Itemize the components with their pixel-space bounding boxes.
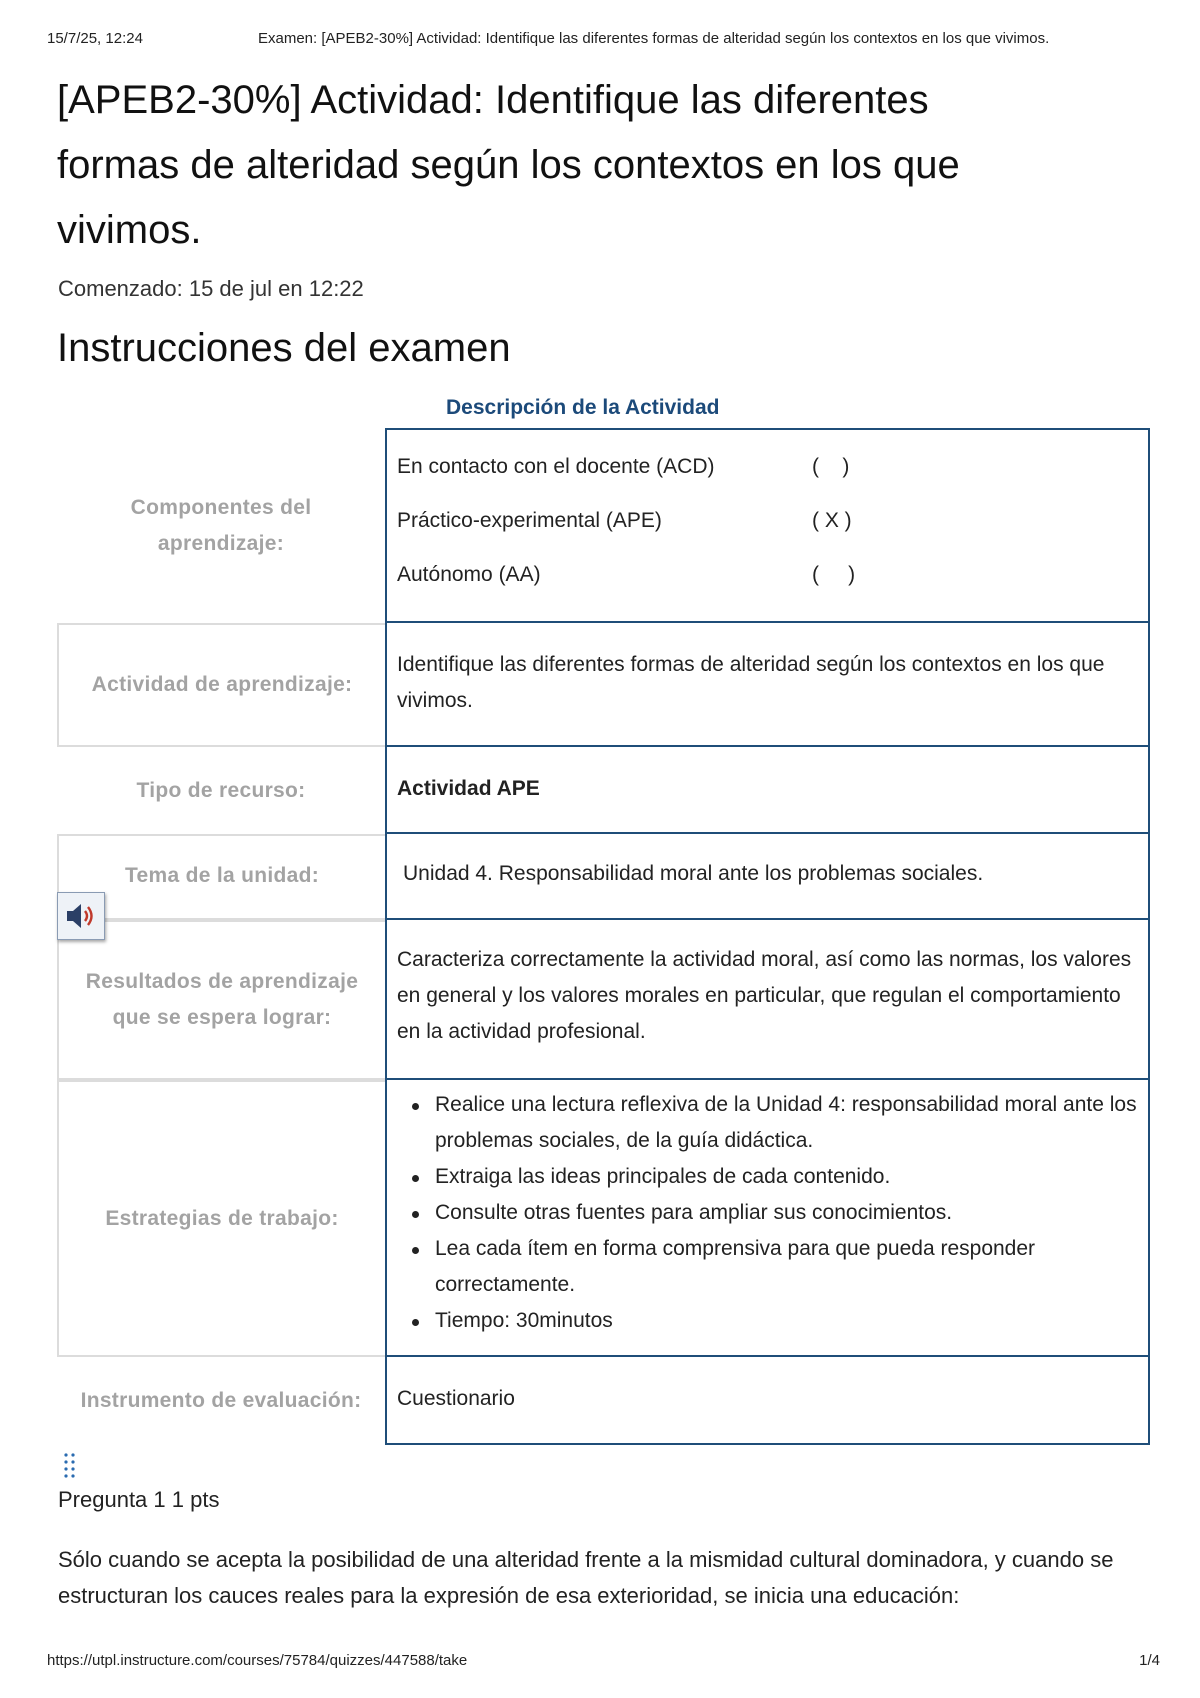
label-estrategias: Estrategias de trabajo: [57, 1080, 385, 1357]
label-tipo: Tipo de recurso: [136, 778, 306, 802]
description-caption: Descripción de la Actividad [446, 396, 720, 419]
component-item [397, 440, 1138, 494]
list-item: Consulte otras fuentes para ampliar sus conocimientos. [397, 1195, 1138, 1231]
speaker-icon-graphic [64, 901, 98, 931]
row-tipo [57, 747, 1150, 834]
component-item-mark: ( X ) [812, 509, 852, 532]
label-instrumento: Instrumento de evaluación: [80, 1389, 362, 1412]
label-componentes: Componentes del aprendizaje: [130, 495, 312, 555]
instructions-title: Instrucciones del examen [57, 326, 511, 370]
print-page-number: 1/4 [1139, 1652, 1160, 1669]
question-header: Pregunta 1 1 pts [58, 1487, 220, 1512]
value-componentes [385, 428, 1150, 623]
value-instrumento: Cuestionario [385, 1357, 1150, 1445]
component-item-mark: ( ) [812, 563, 856, 586]
value-tema: Unidad 4. Responsabilidad moral ante los problemas sociales. [385, 834, 1150, 920]
component-item [397, 548, 1138, 602]
component-item-label: Práctico-experimental (APE) [397, 509, 662, 532]
list-item: Tiempo: 30minutos [397, 1303, 1138, 1339]
list-item: Lea cada ítem en forma comprensiva para que pueda responder correctamente. [397, 1231, 1138, 1303]
component-item [397, 494, 1138, 548]
speaker-audio-icon[interactable] [57, 892, 105, 940]
label-actividad: Actividad de aprendizaje: [57, 623, 385, 747]
row-componentes [57, 428, 1150, 623]
component-item-label: En contacto con el docente (ACD) [397, 455, 715, 478]
list-item: Extraiga las ideas principales de cada contenido. [397, 1159, 1138, 1195]
started-timestamp: Comenzado: 15 de jul en 12:22 [58, 276, 364, 301]
activity-description-table [57, 428, 1150, 1445]
row-instrumento [57, 1357, 1150, 1445]
component-item-mark: ( ) [812, 455, 850, 478]
value-tipo: Actividad APE [385, 747, 1150, 834]
component-item-label: Autónomo (AA) [397, 563, 541, 586]
row-tema [57, 834, 1150, 920]
drag-handle-icon[interactable] [63, 1452, 77, 1478]
label-tema: Tema de la unidad: [57, 834, 385, 920]
row-resultados [57, 920, 1150, 1080]
value-resultados: Caracteriza correctamente la actividad moral, así como las normas, los valores en general y los valores morales en particular, que regulan el comportamiento en la actividad profesional. [385, 920, 1150, 1080]
question-text: Sólo cuando se acepta la posibilidad de una alteridad frente a la mismidad cultural dominadora, y cuando se estructuran los cauces reales para la expresión de esa exterioridad, se inicia una educación: [58, 1547, 1114, 1608]
list-item: Realice una lectura reflexiva de la Unidad 4: responsabilidad moral ante los problemas sociales, de la guía didáctica. [397, 1087, 1138, 1159]
value-estrategias [385, 1080, 1150, 1357]
print-url: https://utpl.instructure.com/courses/75784/quizzes/447588/take [47, 1652, 468, 1669]
strategy-list [397, 1087, 1138, 1339]
print-header [47, 30, 1160, 52]
print-doc-title: Examen: [APEB2-30%] Actividad: Identifique las diferentes formas de alteridad según los contextos en los que vivimos. [258, 30, 1050, 47]
row-actividad [57, 623, 1150, 747]
value-actividad: Identifique las diferentes formas de alteridad según los contextos en los que vivimos. [385, 623, 1150, 747]
label-resultados: Resultados de aprendizaje que se espera lograr: [57, 920, 385, 1080]
page-title: [APEB2-30%] Actividad: Identifique las diferentes formas de alteridad según los contextos en los que vivimos. [57, 78, 960, 252]
print-date: 15/7/25, 12:24 [47, 30, 143, 47]
row-estrategias [57, 1080, 1150, 1357]
